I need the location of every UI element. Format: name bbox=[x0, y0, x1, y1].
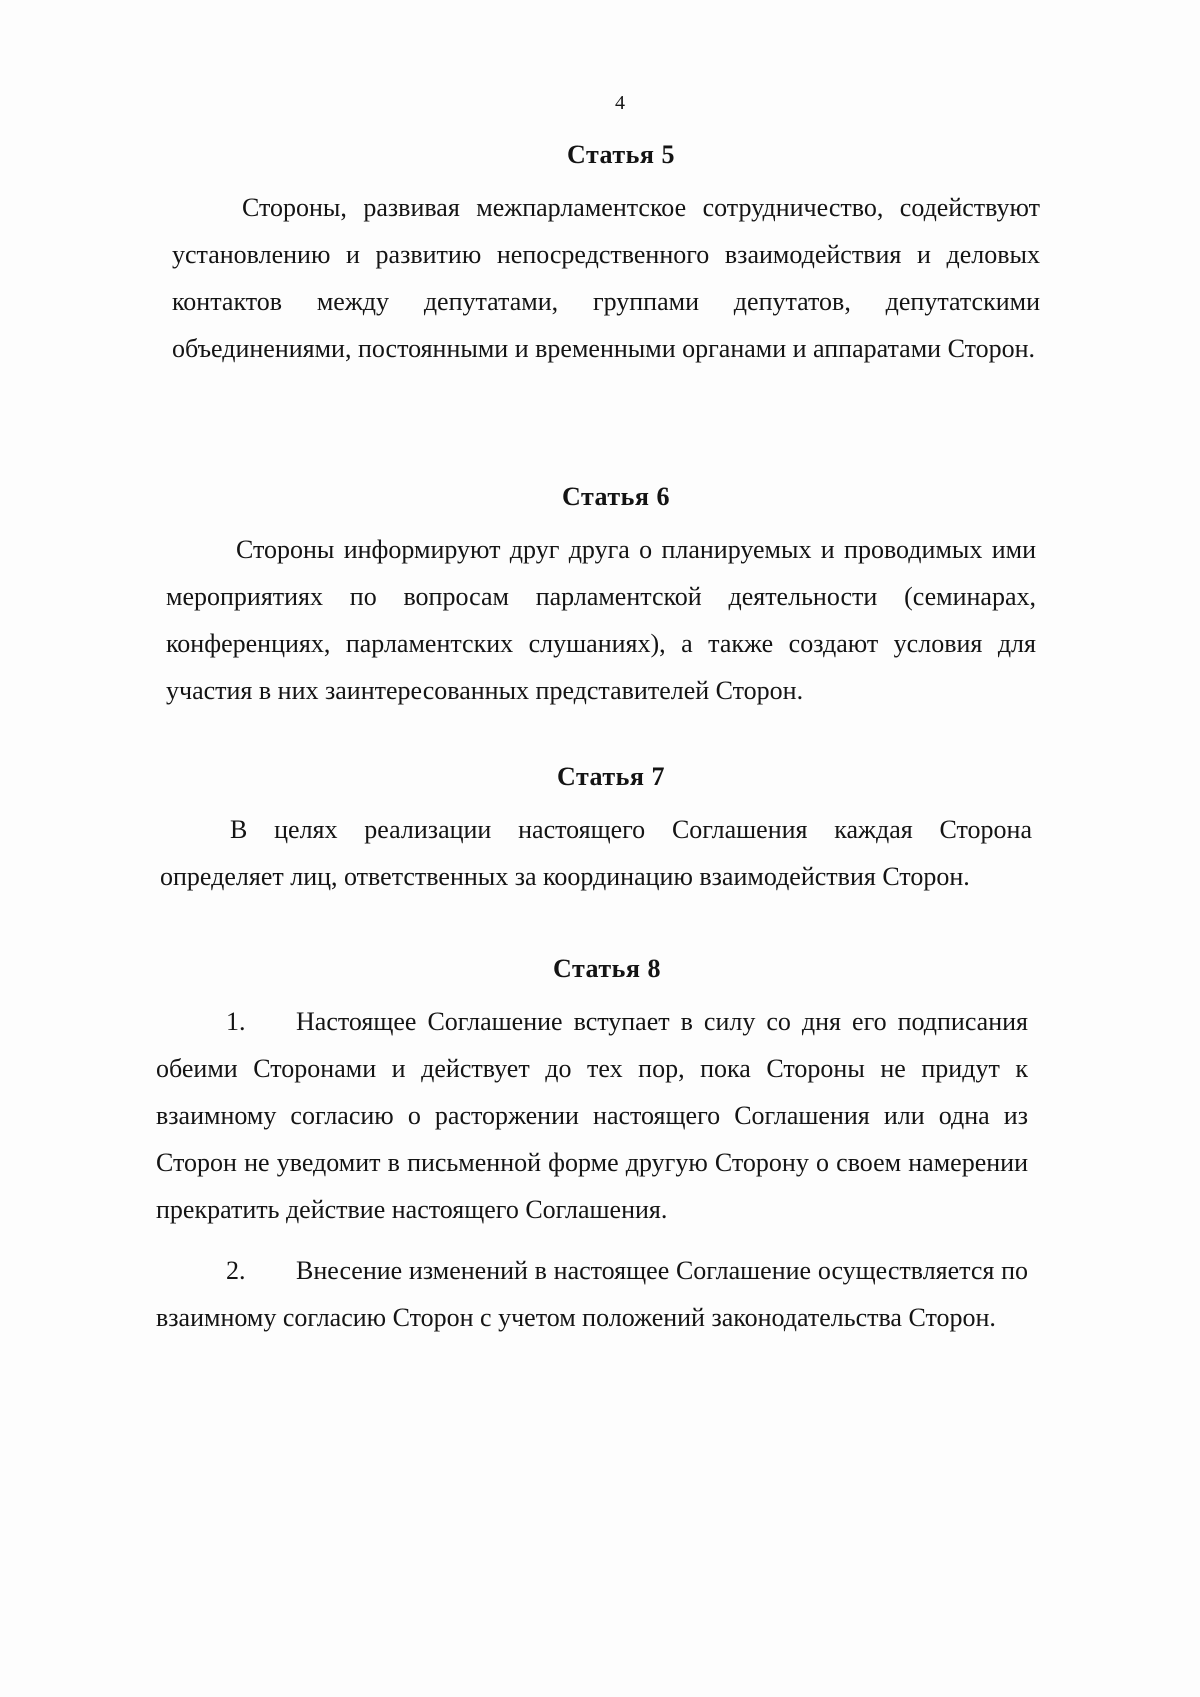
article-heading: Статья 7 bbox=[557, 762, 665, 791]
clause-text: Внесение изменений в настоящее Соглашение осуществляется по взаимному согласию Сторон с учетом положений законодательства Сторон. bbox=[156, 1256, 1028, 1332]
article-paragraph: Стороны информируют друг друга о планируемых и проводимых ими мероприятиях по вопросам парламентской деятельности (семинарах, конференциях, парламентских слушаниях), а также создают условия для участия в них заинтересованных представителей Сторон. bbox=[166, 535, 1036, 705]
clause-number: 2. bbox=[226, 1256, 246, 1285]
clause-number: 1. bbox=[226, 1007, 246, 1036]
article-paragraph: Стороны, развивая межпарламентское сотрудничество, содействуют установлению и развитию непосредственного взаимодействия и деловых контактов между депутатами, группами депутатов, депутатскими объединениями, постоянными и временными органами и аппаратами Сторон. bbox=[172, 193, 1040, 363]
numbered-clause bbox=[156, 998, 1028, 1233]
article-heading: Статья 8 bbox=[553, 954, 661, 983]
article-7 bbox=[160, 762, 1032, 900]
article-heading: Статья 6 bbox=[562, 482, 670, 511]
page-number: 4 bbox=[615, 92, 625, 114]
clause-text: Настоящее Соглашение вступает в силу со дня его подписания обеими Сторонами и действует до тех пор, пока Стороны не придут к взаимному согласию о расторжении настоящего Соглашения или одна из Сторон не уведомит в письменной форме другую Сторону о своем намерении прекратить действие настоящего Соглашения. bbox=[156, 1007, 1028, 1224]
article-8 bbox=[156, 954, 1028, 1341]
article-5 bbox=[172, 140, 1040, 372]
numbered-clause bbox=[156, 1247, 1028, 1341]
article-heading: Статья 5 bbox=[567, 140, 675, 169]
article-6 bbox=[166, 482, 1036, 714]
article-paragraph: В целях реализации настоящего Соглашения каждая Сторона определяет лиц, ответственных за координацию взаимодействия Сторон. bbox=[160, 815, 1032, 891]
